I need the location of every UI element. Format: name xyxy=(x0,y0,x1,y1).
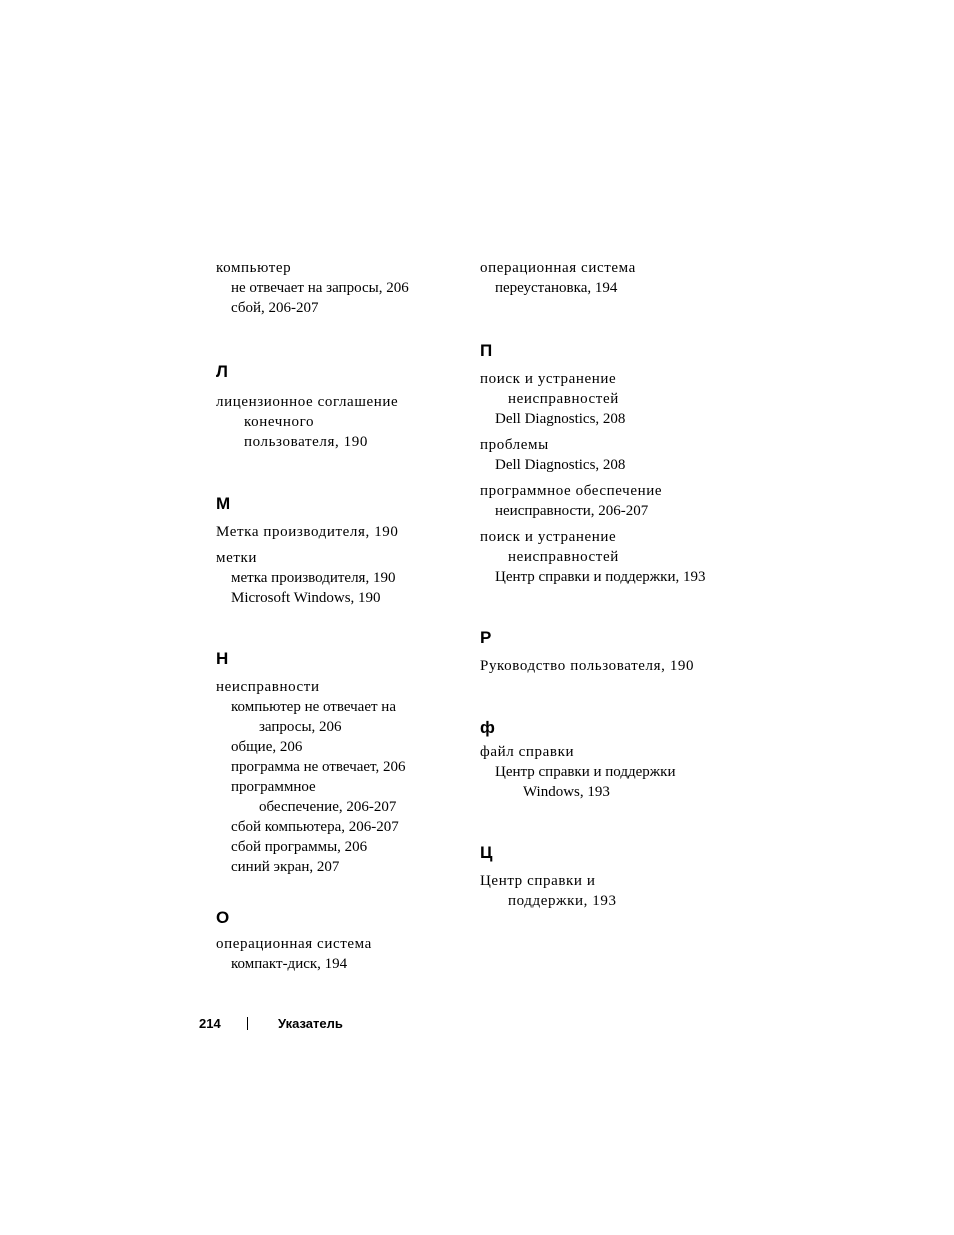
index-entry xyxy=(216,548,471,608)
index-term: поиск и устранение xyxy=(480,371,617,387)
index-entry xyxy=(216,258,471,318)
index-subterm: сбой, 206-207 xyxy=(231,300,319,316)
index-column-right xyxy=(480,258,735,911)
index-term-continuation: неисправностей xyxy=(508,549,619,565)
index-term: Метка производителя, 190 xyxy=(216,524,399,540)
index-term: Руководство пользователя, 190 xyxy=(480,658,695,674)
index-term: лицензионное соглашение xyxy=(216,394,399,410)
index-term-continuation: конечного xyxy=(244,414,315,430)
index-entry xyxy=(480,369,735,429)
footer-divider xyxy=(247,1017,248,1030)
index-subterm: неисправности, 206-207 xyxy=(495,503,649,519)
index-subterm-continuation: запросы, 206 xyxy=(259,719,342,735)
index-term-continuation: поддержки, 193 xyxy=(508,893,617,909)
index-entry xyxy=(216,934,471,974)
index-subterm: переустановка, 194 xyxy=(495,280,618,296)
index-term-continuation: неисправностей xyxy=(508,391,619,407)
index-term: компьютер xyxy=(216,260,292,276)
section-letter-heading: Ц xyxy=(480,843,493,862)
index-entry xyxy=(480,871,735,911)
index-subterm: сбой программы, 206 xyxy=(231,839,368,855)
index-subterm: программное xyxy=(231,779,316,795)
section-letter-heading: М xyxy=(216,494,231,513)
index-entry xyxy=(216,392,471,452)
index-term: операционная система xyxy=(216,936,372,952)
index-term: проблемы xyxy=(480,437,549,453)
index-subterm: синий экран, 207 xyxy=(231,859,340,875)
section-letter-heading: О xyxy=(216,908,230,927)
index-entry xyxy=(480,481,735,521)
section-letter-heading: ф xyxy=(480,718,495,737)
index-entry xyxy=(480,742,735,802)
index-subterm: Dell Diagnostics, 208 xyxy=(495,411,626,427)
index-subterm: Центр справки и поддержки xyxy=(495,764,676,780)
index-subterm: компьютер не отвечает на xyxy=(231,699,396,715)
index-entry xyxy=(480,258,735,298)
index-term: метки xyxy=(216,550,258,566)
section-letter-heading: Н xyxy=(216,649,229,668)
index-term-continuation: пользователя, 190 xyxy=(244,434,368,450)
section-letter-heading: П xyxy=(480,341,493,360)
footer-section-label: Указатель xyxy=(278,1016,343,1031)
index-subterm: компакт-диск, 194 xyxy=(231,956,348,972)
index-entry xyxy=(480,656,735,676)
index-term: программное обеспечение xyxy=(480,483,663,499)
index-term: операционная система xyxy=(480,260,636,276)
index-term: файл справки xyxy=(480,744,575,760)
index-subterm: программа не отвечает, 206 xyxy=(231,759,406,775)
index-term: неисправности xyxy=(216,679,320,695)
page-footer xyxy=(199,1014,343,1034)
index-subterm: Dell Diagnostics, 208 xyxy=(495,457,626,473)
page-number: 214 xyxy=(199,1016,221,1031)
index-entry xyxy=(480,435,735,475)
index-term: Центр справки и xyxy=(480,873,596,889)
section-letter-heading: Р xyxy=(480,628,492,647)
index-subterm: не отвечает на запросы, 206 xyxy=(231,280,409,296)
index-subterm: Microsoft Windows, 190 xyxy=(231,590,381,606)
index-subterm-continuation: обеспечение, 206-207 xyxy=(259,799,397,815)
index-column-left xyxy=(216,258,471,974)
section-letter-heading: Л xyxy=(216,362,228,381)
index-subterm: метка производителя, 190 xyxy=(231,570,396,586)
index-subterm: сбой компьютера, 206-207 xyxy=(231,819,399,835)
index-entry xyxy=(216,522,471,542)
index-subterm: Центр справки и поддержки, 193 xyxy=(495,569,706,585)
index-entry xyxy=(480,527,735,587)
index-subterm: общие, 206 xyxy=(231,739,303,755)
index-entry xyxy=(216,677,471,877)
index-term: поиск и устранение xyxy=(480,529,617,545)
index-subterm-continuation: Windows, 193 xyxy=(523,784,610,800)
